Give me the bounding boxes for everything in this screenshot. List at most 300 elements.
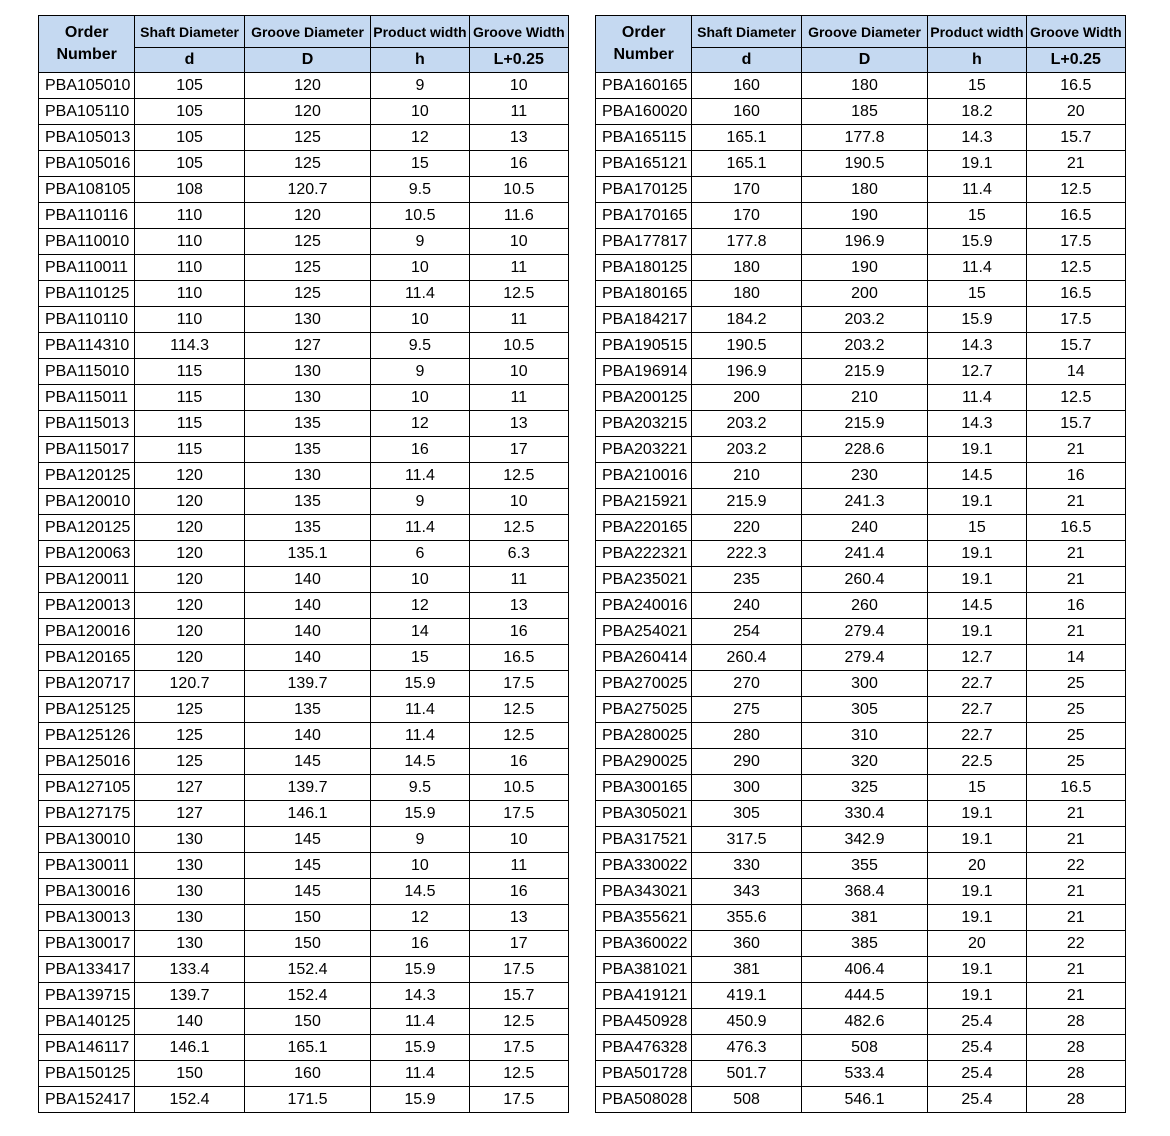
cell-groove-diameter: 368.4 bbox=[801, 879, 927, 905]
cell-product-width: 15.9 bbox=[371, 1087, 469, 1113]
cell-groove-width: 12.5 bbox=[469, 1009, 568, 1035]
cell-groove-diameter: 171.5 bbox=[244, 1087, 370, 1113]
cell-product-width: 11.4 bbox=[371, 697, 469, 723]
table-row bbox=[39, 567, 569, 593]
cell-shaft-diameter: 130 bbox=[135, 931, 244, 957]
cell-product-width: 9 bbox=[371, 489, 469, 515]
cell-order-number: PBA190515 bbox=[596, 333, 692, 359]
cell-product-width: 14.5 bbox=[928, 593, 1026, 619]
cell-shaft-diameter: 120 bbox=[135, 567, 244, 593]
cell-groove-width: 10 bbox=[469, 489, 568, 515]
cell-order-number: PBA114310 bbox=[39, 333, 135, 359]
cell-groove-diameter: 482.6 bbox=[801, 1009, 927, 1035]
cell-product-width: 19.1 bbox=[928, 905, 1026, 931]
cell-shaft-diameter: 110 bbox=[135, 307, 244, 333]
table-body-right bbox=[596, 73, 1126, 1113]
cell-groove-width: 17.5 bbox=[1026, 307, 1125, 333]
cell-shaft-diameter: 133.4 bbox=[135, 957, 244, 983]
cell-groove-width: 16.5 bbox=[1026, 281, 1125, 307]
cell-product-width: 14.3 bbox=[928, 125, 1026, 151]
table-row bbox=[596, 749, 1126, 775]
cell-groove-diameter: 140 bbox=[244, 567, 370, 593]
table-row bbox=[39, 333, 569, 359]
cell-groove-diameter: 135 bbox=[244, 411, 370, 437]
header-order-number: Order Number bbox=[596, 16, 692, 73]
cell-product-width: 10.5 bbox=[371, 203, 469, 229]
cell-groove-diameter: 135 bbox=[244, 515, 370, 541]
cell-groove-diameter: 210 bbox=[801, 385, 927, 411]
header-order-number: Order Number bbox=[39, 16, 135, 73]
cell-groove-width: 12.5 bbox=[1026, 177, 1125, 203]
cell-groove-diameter: 160 bbox=[244, 1061, 370, 1087]
cell-groove-width: 16 bbox=[1026, 593, 1125, 619]
cell-groove-width: 21 bbox=[1026, 905, 1125, 931]
table-row bbox=[39, 827, 569, 853]
cell-groove-width: 14 bbox=[1026, 645, 1125, 671]
cell-product-width: 15.9 bbox=[371, 957, 469, 983]
cell-groove-diameter: 120.7 bbox=[244, 177, 370, 203]
cell-groove-diameter: 145 bbox=[244, 853, 370, 879]
table-row bbox=[596, 229, 1126, 255]
table-row bbox=[596, 437, 1126, 463]
cell-shaft-diameter: 215.9 bbox=[692, 489, 801, 515]
cell-order-number: PBA220165 bbox=[596, 515, 692, 541]
table-row bbox=[39, 99, 569, 125]
cell-groove-diameter: 152.4 bbox=[244, 983, 370, 1009]
table-row bbox=[596, 385, 1126, 411]
cell-groove-width: 17.5 bbox=[1026, 229, 1125, 255]
cell-shaft-diameter: 130 bbox=[135, 879, 244, 905]
cell-shaft-diameter: 317.5 bbox=[692, 827, 801, 853]
cell-groove-width: 12.5 bbox=[1026, 385, 1125, 411]
cell-shaft-diameter: 196.9 bbox=[692, 359, 801, 385]
cell-groove-diameter: 546.1 bbox=[801, 1087, 927, 1113]
table-row bbox=[596, 697, 1126, 723]
cell-shaft-diameter: 105 bbox=[135, 151, 244, 177]
cell-product-width: 15 bbox=[371, 151, 469, 177]
cell-shaft-diameter: 501.7 bbox=[692, 1061, 801, 1087]
header-groove-width: Groove Width bbox=[1026, 16, 1125, 48]
cell-groove-diameter: 165.1 bbox=[244, 1035, 370, 1061]
header-symbol-L: L+0.25 bbox=[469, 48, 568, 73]
cell-groove-width: 28 bbox=[1026, 1087, 1125, 1113]
table-row bbox=[39, 489, 569, 515]
table-row bbox=[39, 385, 569, 411]
table-row bbox=[39, 1009, 569, 1035]
table-row bbox=[39, 281, 569, 307]
cell-order-number: PBA260414 bbox=[596, 645, 692, 671]
cell-groove-diameter: 120 bbox=[244, 99, 370, 125]
cell-groove-width: 15.7 bbox=[1026, 333, 1125, 359]
table-row bbox=[39, 177, 569, 203]
cell-groove-diameter: 127 bbox=[244, 333, 370, 359]
cell-shaft-diameter: 115 bbox=[135, 437, 244, 463]
table-row bbox=[39, 775, 569, 801]
table-row bbox=[39, 359, 569, 385]
cell-groove-diameter: 310 bbox=[801, 723, 927, 749]
cell-groove-width: 16 bbox=[469, 879, 568, 905]
cell-groove-diameter: 130 bbox=[244, 463, 370, 489]
cell-product-width: 14.5 bbox=[371, 879, 469, 905]
product-table-left bbox=[38, 15, 569, 1113]
cell-shaft-diameter: 160 bbox=[692, 99, 801, 125]
cell-groove-width: 22 bbox=[1026, 931, 1125, 957]
cell-order-number: PBA180125 bbox=[596, 255, 692, 281]
cell-shaft-diameter: 275 bbox=[692, 697, 801, 723]
cell-groove-diameter: 120 bbox=[244, 203, 370, 229]
cell-order-number: PBA330022 bbox=[596, 853, 692, 879]
cell-order-number: PBA170165 bbox=[596, 203, 692, 229]
table-row bbox=[596, 1035, 1126, 1061]
cell-order-number: PBA130010 bbox=[39, 827, 135, 853]
cell-shaft-diameter: 203.2 bbox=[692, 411, 801, 437]
table-row bbox=[39, 125, 569, 151]
table-row bbox=[39, 853, 569, 879]
cell-order-number: PBA125125 bbox=[39, 697, 135, 723]
table-row bbox=[596, 801, 1126, 827]
cell-order-number: PBA360022 bbox=[596, 931, 692, 957]
cell-product-width: 25.4 bbox=[928, 1035, 1026, 1061]
cell-product-width: 19.1 bbox=[928, 827, 1026, 853]
cell-product-width: 12.7 bbox=[928, 359, 1026, 385]
cell-groove-diameter: 203.2 bbox=[801, 333, 927, 359]
cell-shaft-diameter: 419.1 bbox=[692, 983, 801, 1009]
cell-groove-width: 10 bbox=[469, 827, 568, 853]
cell-groove-width: 21 bbox=[1026, 957, 1125, 983]
cell-product-width: 11.4 bbox=[371, 281, 469, 307]
cell-product-width: 19.1 bbox=[928, 801, 1026, 827]
cell-groove-diameter: 140 bbox=[244, 619, 370, 645]
cell-groove-diameter: 145 bbox=[244, 827, 370, 853]
cell-shaft-diameter: 105 bbox=[135, 73, 244, 99]
cell-order-number: PBA133417 bbox=[39, 957, 135, 983]
cell-groove-diameter: 203.2 bbox=[801, 307, 927, 333]
cell-product-width: 12 bbox=[371, 125, 469, 151]
cell-product-width: 15 bbox=[928, 73, 1026, 99]
cell-order-number: PBA115017 bbox=[39, 437, 135, 463]
cell-order-number: PBA120125 bbox=[39, 515, 135, 541]
cell-product-width: 16 bbox=[371, 437, 469, 463]
cell-order-number: PBA120125 bbox=[39, 463, 135, 489]
table-row bbox=[596, 1087, 1126, 1113]
cell-shaft-diameter: 140 bbox=[135, 1009, 244, 1035]
cell-product-width: 19.1 bbox=[928, 151, 1026, 177]
product-table-right bbox=[595, 15, 1126, 1113]
cell-order-number: PBA235021 bbox=[596, 567, 692, 593]
cell-product-width: 22.7 bbox=[928, 723, 1026, 749]
cell-order-number: PBA130016 bbox=[39, 879, 135, 905]
cell-groove-width: 15.7 bbox=[1026, 411, 1125, 437]
table-row bbox=[596, 151, 1126, 177]
cell-order-number: PBA127175 bbox=[39, 801, 135, 827]
cell-shaft-diameter: 235 bbox=[692, 567, 801, 593]
cell-groove-diameter: 150 bbox=[244, 905, 370, 931]
cell-order-number: PBA160020 bbox=[596, 99, 692, 125]
cell-groove-width: 11 bbox=[469, 255, 568, 281]
table-row bbox=[39, 307, 569, 333]
cell-product-width: 25.4 bbox=[928, 1009, 1026, 1035]
cell-groove-diameter: 320 bbox=[801, 749, 927, 775]
cell-product-width: 9 bbox=[371, 827, 469, 853]
cell-groove-diameter: 130 bbox=[244, 359, 370, 385]
cell-order-number: PBA152417 bbox=[39, 1087, 135, 1113]
cell-groove-width: 20 bbox=[1026, 99, 1125, 125]
cell-shaft-diameter: 120 bbox=[135, 645, 244, 671]
cell-groove-width: 15.7 bbox=[469, 983, 568, 1009]
cell-shaft-diameter: 115 bbox=[135, 411, 244, 437]
cell-groove-diameter: 215.9 bbox=[801, 359, 927, 385]
cell-groove-diameter: 240 bbox=[801, 515, 927, 541]
cell-product-width: 12 bbox=[371, 905, 469, 931]
table-row bbox=[596, 567, 1126, 593]
cell-order-number: PBA240016 bbox=[596, 593, 692, 619]
cell-groove-width: 21 bbox=[1026, 801, 1125, 827]
cell-groove-diameter: 228.6 bbox=[801, 437, 927, 463]
cell-groove-diameter: 444.5 bbox=[801, 983, 927, 1009]
cell-groove-diameter: 406.4 bbox=[801, 957, 927, 983]
cell-order-number: PBA210016 bbox=[596, 463, 692, 489]
cell-order-number: PBA300165 bbox=[596, 775, 692, 801]
cell-shaft-diameter: 203.2 bbox=[692, 437, 801, 463]
header-symbol-h: h bbox=[371, 48, 469, 73]
cell-product-width: 11.4 bbox=[371, 1061, 469, 1087]
cell-shaft-diameter: 450.9 bbox=[692, 1009, 801, 1035]
cell-groove-diameter: 152.4 bbox=[244, 957, 370, 983]
table-row bbox=[596, 905, 1126, 931]
table-row bbox=[39, 437, 569, 463]
cell-groove-diameter: 177.8 bbox=[801, 125, 927, 151]
cell-groove-diameter: 135 bbox=[244, 489, 370, 515]
cell-order-number: PBA200125 bbox=[596, 385, 692, 411]
cell-product-width: 11.4 bbox=[928, 177, 1026, 203]
cell-groove-width: 17.5 bbox=[469, 1087, 568, 1113]
cell-product-width: 11.4 bbox=[371, 515, 469, 541]
cell-groove-width: 21 bbox=[1026, 619, 1125, 645]
cell-order-number: PBA196914 bbox=[596, 359, 692, 385]
cell-shaft-diameter: 125 bbox=[135, 697, 244, 723]
cell-shaft-diameter: 290 bbox=[692, 749, 801, 775]
cell-shaft-diameter: 190.5 bbox=[692, 333, 801, 359]
table-row bbox=[596, 333, 1126, 359]
cell-shaft-diameter: 381 bbox=[692, 957, 801, 983]
cell-product-width: 9 bbox=[371, 229, 469, 255]
cell-order-number: PBA110010 bbox=[39, 229, 135, 255]
table-row bbox=[39, 931, 569, 957]
table-row bbox=[39, 749, 569, 775]
cell-shaft-diameter: 180 bbox=[692, 255, 801, 281]
cell-order-number: PBA130013 bbox=[39, 905, 135, 931]
cell-groove-width: 12.5 bbox=[469, 281, 568, 307]
cell-order-number: PBA105016 bbox=[39, 151, 135, 177]
header-symbol-d: d bbox=[135, 48, 244, 73]
cell-product-width: 15 bbox=[928, 515, 1026, 541]
cell-order-number: PBA115010 bbox=[39, 359, 135, 385]
header-product-width: Product width bbox=[928, 16, 1026, 48]
cell-shaft-diameter: 200 bbox=[692, 385, 801, 411]
cell-groove-width: 16 bbox=[469, 749, 568, 775]
cell-groove-width: 22 bbox=[1026, 853, 1125, 879]
cell-shaft-diameter: 177.8 bbox=[692, 229, 801, 255]
cell-product-width: 14.5 bbox=[928, 463, 1026, 489]
cell-groove-diameter: 139.7 bbox=[244, 671, 370, 697]
cell-groove-width: 21 bbox=[1026, 489, 1125, 515]
cell-order-number: PBA146117 bbox=[39, 1035, 135, 1061]
cell-product-width: 11.4 bbox=[371, 463, 469, 489]
cell-shaft-diameter: 108 bbox=[135, 177, 244, 203]
cell-groove-width: 14 bbox=[1026, 359, 1125, 385]
cell-product-width: 19.1 bbox=[928, 437, 1026, 463]
cell-groove-diameter: 279.4 bbox=[801, 645, 927, 671]
table-row bbox=[596, 541, 1126, 567]
cell-product-width: 9 bbox=[371, 73, 469, 99]
cell-product-width: 18.2 bbox=[928, 99, 1026, 125]
cell-groove-width: 15.7 bbox=[1026, 125, 1125, 151]
table-row bbox=[596, 671, 1126, 697]
cell-groove-width: 16.5 bbox=[1026, 775, 1125, 801]
cell-product-width: 11.4 bbox=[928, 255, 1026, 281]
cell-shaft-diameter: 343 bbox=[692, 879, 801, 905]
cell-shaft-diameter: 139.7 bbox=[135, 983, 244, 1009]
cell-order-number: PBA130017 bbox=[39, 931, 135, 957]
table-row bbox=[596, 359, 1126, 385]
cell-order-number: PBA139715 bbox=[39, 983, 135, 1009]
cell-groove-diameter: 241.4 bbox=[801, 541, 927, 567]
cell-product-width: 14.3 bbox=[928, 333, 1026, 359]
cell-order-number: PBA476328 bbox=[596, 1035, 692, 1061]
table-row bbox=[39, 671, 569, 697]
cell-groove-width: 10.5 bbox=[469, 333, 568, 359]
cell-order-number: PBA290025 bbox=[596, 749, 692, 775]
cell-order-number: PBA180165 bbox=[596, 281, 692, 307]
cell-groove-width: 12.5 bbox=[1026, 255, 1125, 281]
cell-shaft-diameter: 220 bbox=[692, 515, 801, 541]
cell-order-number: PBA108105 bbox=[39, 177, 135, 203]
cell-product-width: 9.5 bbox=[371, 177, 469, 203]
table-row bbox=[596, 125, 1126, 151]
cell-groove-diameter: 180 bbox=[801, 177, 927, 203]
cell-order-number: PBA343021 bbox=[596, 879, 692, 905]
cell-shaft-diameter: 184.2 bbox=[692, 307, 801, 333]
cell-order-number: PBA150125 bbox=[39, 1061, 135, 1087]
cell-groove-width: 25 bbox=[1026, 723, 1125, 749]
table-row bbox=[39, 983, 569, 1009]
cell-shaft-diameter: 110 bbox=[135, 229, 244, 255]
cell-groove-width: 13 bbox=[469, 905, 568, 931]
table-row bbox=[596, 931, 1126, 957]
cell-groove-width: 16.5 bbox=[469, 645, 568, 671]
cell-groove-diameter: 180 bbox=[801, 73, 927, 99]
table-row bbox=[596, 619, 1126, 645]
cell-groove-width: 12.5 bbox=[469, 1061, 568, 1087]
cell-shaft-diameter: 280 bbox=[692, 723, 801, 749]
table-row bbox=[596, 645, 1126, 671]
cell-groove-width: 28 bbox=[1026, 1009, 1125, 1035]
cell-order-number: PBA120013 bbox=[39, 593, 135, 619]
table-row bbox=[596, 593, 1126, 619]
cell-groove-width: 16.5 bbox=[1026, 73, 1125, 99]
cell-groove-width: 11 bbox=[469, 385, 568, 411]
cell-groove-width: 13 bbox=[469, 125, 568, 151]
cell-product-width: 20 bbox=[928, 853, 1026, 879]
cell-groove-diameter: 139.7 bbox=[244, 775, 370, 801]
cell-groove-width: 25 bbox=[1026, 749, 1125, 775]
cell-product-width: 19.1 bbox=[928, 619, 1026, 645]
cell-groove-width: 21 bbox=[1026, 567, 1125, 593]
cell-groove-diameter: 196.9 bbox=[801, 229, 927, 255]
cell-product-width: 12 bbox=[371, 593, 469, 619]
cell-groove-diameter: 125 bbox=[244, 229, 370, 255]
cell-shaft-diameter: 130 bbox=[135, 905, 244, 931]
cell-product-width: 19.1 bbox=[928, 541, 1026, 567]
table-row bbox=[39, 1035, 569, 1061]
cell-shaft-diameter: 146.1 bbox=[135, 1035, 244, 1061]
cell-groove-width: 11 bbox=[469, 853, 568, 879]
cell-order-number: PBA170125 bbox=[596, 177, 692, 203]
cell-product-width: 12 bbox=[371, 411, 469, 437]
cell-groove-width: 10 bbox=[469, 73, 568, 99]
cell-order-number: PBA275025 bbox=[596, 697, 692, 723]
table-row bbox=[39, 1087, 569, 1113]
cell-product-width: 10 bbox=[371, 255, 469, 281]
cell-shaft-diameter: 476.3 bbox=[692, 1035, 801, 1061]
cell-groove-width: 17.5 bbox=[469, 671, 568, 697]
cell-order-number: PBA215921 bbox=[596, 489, 692, 515]
header-shaft-diameter: Shaft Diameter bbox=[692, 16, 801, 48]
cell-product-width: 11.4 bbox=[371, 723, 469, 749]
cell-shaft-diameter: 254 bbox=[692, 619, 801, 645]
cell-order-number: PBA120165 bbox=[39, 645, 135, 671]
cell-groove-width: 10.5 bbox=[469, 775, 568, 801]
cell-groove-width: 28 bbox=[1026, 1061, 1125, 1087]
cell-groove-diameter: 125 bbox=[244, 255, 370, 281]
cell-shaft-diameter: 330 bbox=[692, 853, 801, 879]
cell-shaft-diameter: 110 bbox=[135, 255, 244, 281]
cell-groove-diameter: 120 bbox=[244, 73, 370, 99]
cell-product-width: 6 bbox=[371, 541, 469, 567]
table-row bbox=[39, 879, 569, 905]
cell-product-width: 11.4 bbox=[928, 385, 1026, 411]
cell-groove-diameter: 130 bbox=[244, 385, 370, 411]
cell-shaft-diameter: 110 bbox=[135, 281, 244, 307]
cell-groove-diameter: 325 bbox=[801, 775, 927, 801]
cell-groove-diameter: 260.4 bbox=[801, 567, 927, 593]
cell-order-number: PBA254021 bbox=[596, 619, 692, 645]
table-row bbox=[39, 619, 569, 645]
table-row bbox=[39, 515, 569, 541]
cell-groove-width: 17 bbox=[469, 931, 568, 957]
cell-shaft-diameter: 305 bbox=[692, 801, 801, 827]
cell-shaft-diameter: 260.4 bbox=[692, 645, 801, 671]
cell-product-width: 15.9 bbox=[371, 1035, 469, 1061]
cell-groove-diameter: 279.4 bbox=[801, 619, 927, 645]
cell-order-number: PBA120063 bbox=[39, 541, 135, 567]
table-row bbox=[596, 827, 1126, 853]
cell-order-number: PBA110116 bbox=[39, 203, 135, 229]
cell-order-number: PBA450928 bbox=[596, 1009, 692, 1035]
cell-groove-width: 16 bbox=[469, 151, 568, 177]
cell-groove-width: 17.5 bbox=[469, 801, 568, 827]
cell-shaft-diameter: 120 bbox=[135, 593, 244, 619]
cell-groove-width: 21 bbox=[1026, 879, 1125, 905]
cell-groove-diameter: 508 bbox=[801, 1035, 927, 1061]
table-row bbox=[39, 151, 569, 177]
cell-groove-width: 6.3 bbox=[469, 541, 568, 567]
cell-groove-width: 10 bbox=[469, 229, 568, 255]
cell-product-width: 19.1 bbox=[928, 567, 1026, 593]
cell-order-number: PBA222321 bbox=[596, 541, 692, 567]
cell-product-width: 25.4 bbox=[928, 1061, 1026, 1087]
cell-groove-width: 21 bbox=[1026, 437, 1125, 463]
